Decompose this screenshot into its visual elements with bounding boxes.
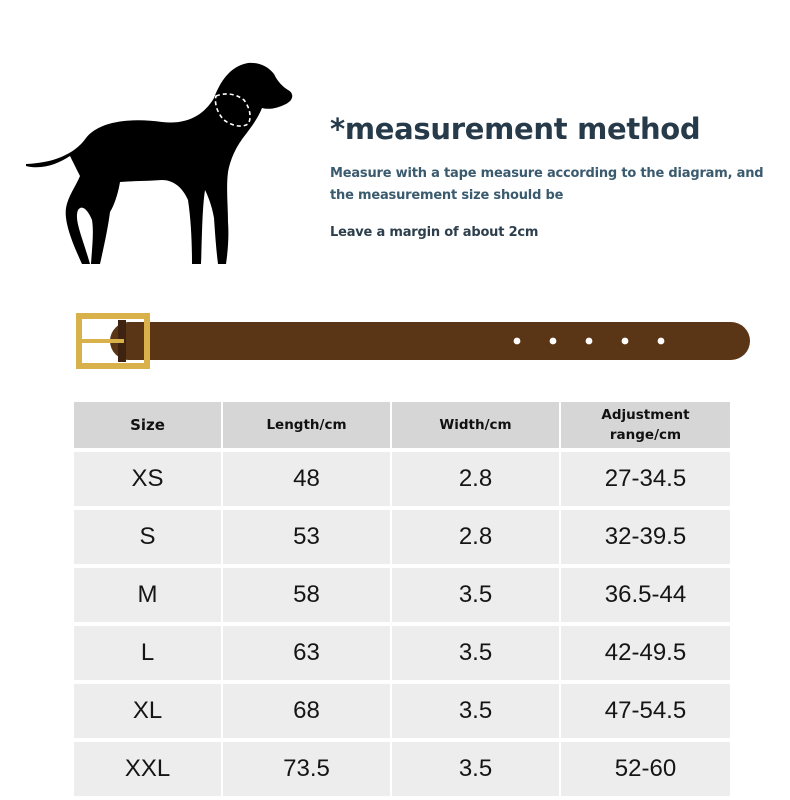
page-title: *measurement method [330,112,701,146]
cell-size: XL [74,684,221,738]
size-chart-table [72,398,732,800]
collar-hole [550,338,557,345]
cell-length: 58 [223,568,390,622]
header-length: Length/cm [223,402,390,448]
cell-adjustment-range: 42-49.5 [561,626,730,680]
cell-length: 53 [223,510,390,564]
collar-hole [622,338,629,345]
cell-size: XS [74,452,221,506]
cell-adjustment-range: 32-39.5 [561,510,730,564]
table-row [74,684,730,738]
cell-adjustment-range: 52-60 [561,742,730,796]
cell-adjustment-range: 47-54.5 [561,684,730,738]
table-row [74,626,730,680]
table-row [74,568,730,622]
collar-illustration-icon [72,308,758,374]
table-row [74,452,730,506]
cell-length: 73.5 [223,742,390,796]
cell-adjustment-range: 36.5-44 [561,568,730,622]
cell-size: M [74,568,221,622]
cell-width: 3.5 [392,568,559,622]
cell-size: S [74,510,221,564]
table-row [74,510,730,564]
collar-hole [514,338,521,345]
collar-hole [586,338,593,345]
collar-strap [110,322,750,360]
cell-length: 48 [223,452,390,506]
table-row [74,742,730,796]
dog-silhouette-icon [22,60,302,270]
margin-note: Leave a margin of about 2cm [330,225,539,240]
collar-hole [658,338,665,345]
header-width: Width/cm [392,402,559,448]
header-adjustment-range-label: Adjustment range/cm [601,407,690,443]
cell-adjustment-range: 27-34.5 [561,452,730,506]
cell-length: 68 [223,684,390,738]
table-header-row [74,402,730,448]
cell-size: XXL [74,742,221,796]
cell-width: 3.5 [392,684,559,738]
cell-width: 3.5 [392,626,559,680]
cell-length: 63 [223,626,390,680]
cell-width: 2.8 [392,510,559,564]
cell-width: 3.5 [392,742,559,796]
cell-width: 2.8 [392,452,559,506]
cell-size: L [74,626,221,680]
header-adjustment-range [561,402,730,448]
header-size: Size [74,402,221,448]
measurement-description: Measure with a tape measure according to the diagram, and the measurement size should be [330,166,764,203]
